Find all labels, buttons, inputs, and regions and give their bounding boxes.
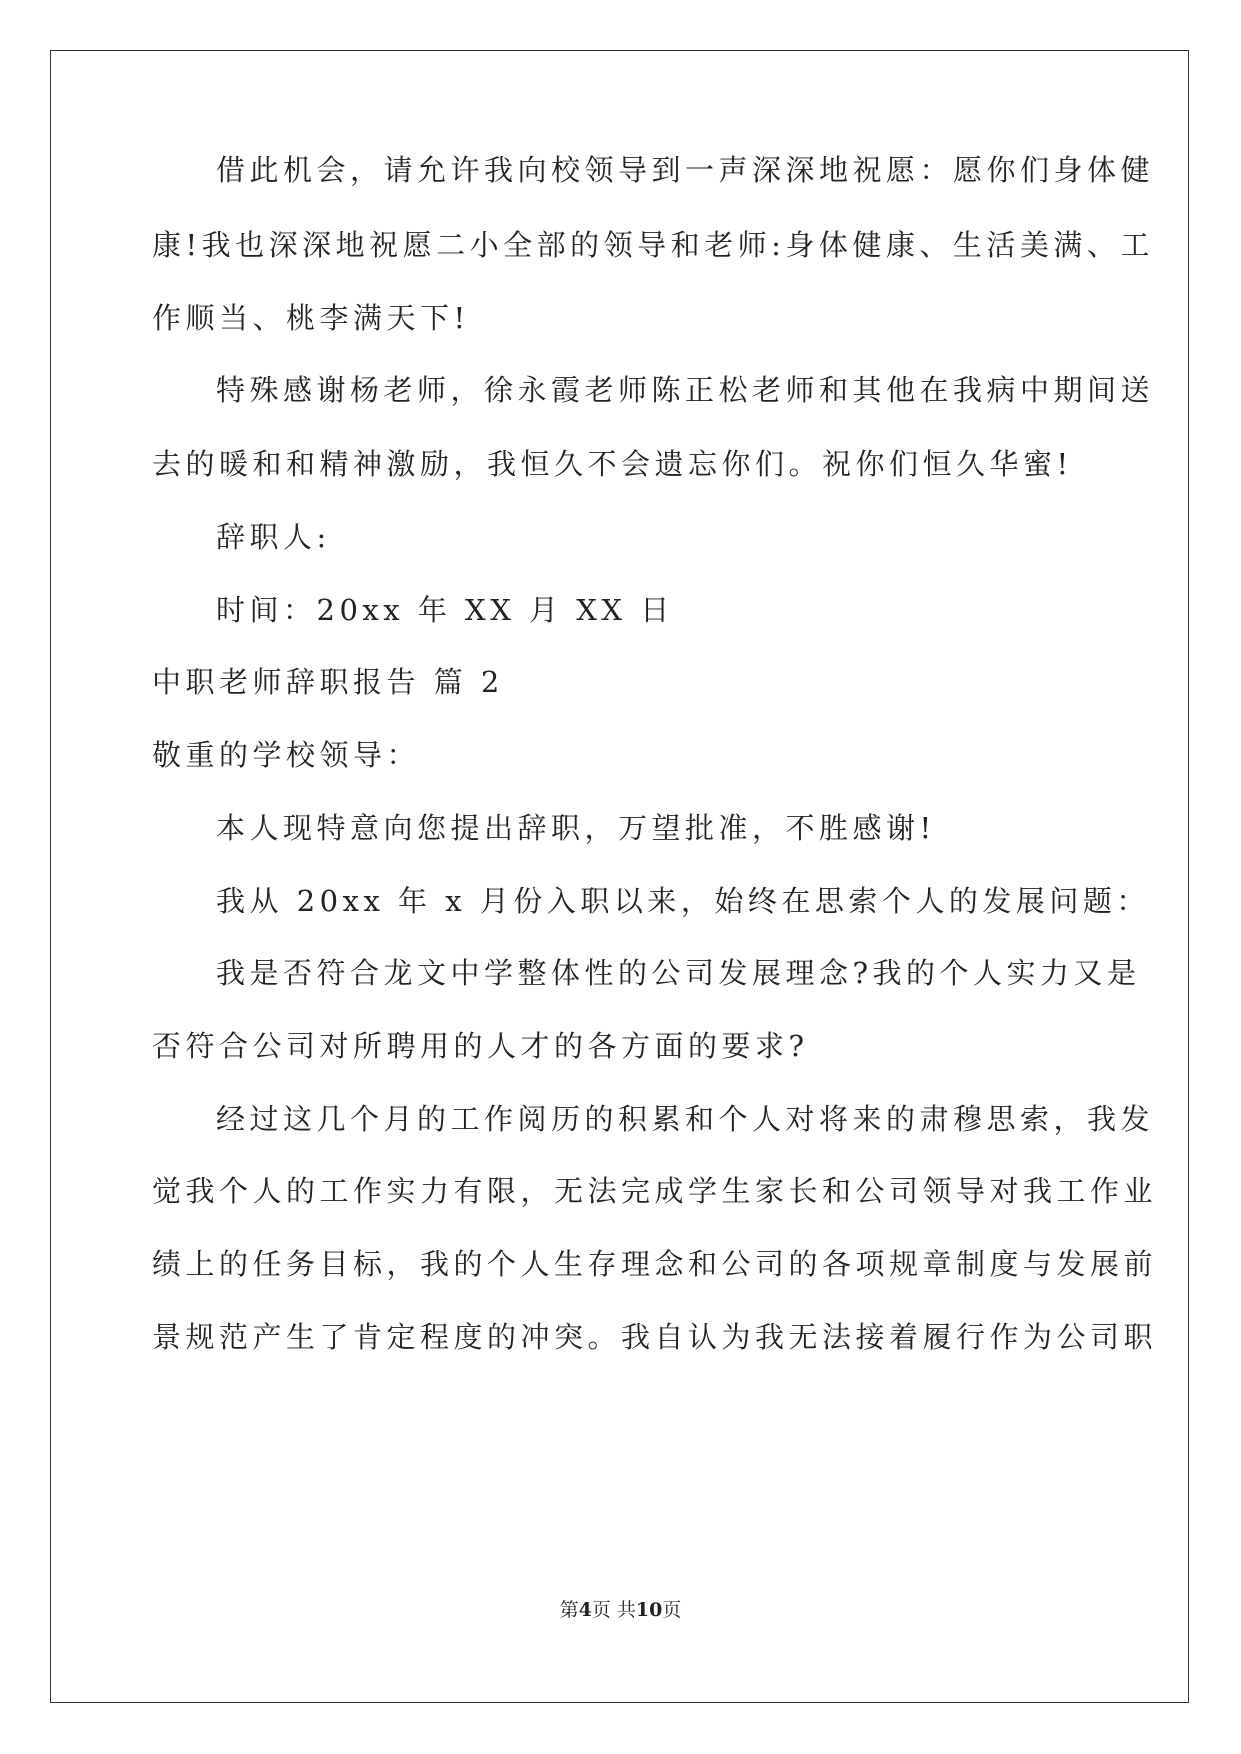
paragraph-line: 本人现特意向您提出辞职，万望批准，不胜感谢!: [216, 811, 936, 845]
paragraph-line: 康!我也深深地祝愿二小全部的领导和老师:身体健康、生活美满、工: [152, 228, 1154, 262]
page-number-footer: [0, 1598, 1241, 1622]
date-line: 时间：20xx 年 XX 月 XX 日: [216, 593, 674, 627]
paragraph-line: 景规范产生了肯定程度的冲突。我自认为我无法接着履行作为公司职: [152, 1320, 1158, 1354]
paragraph-line: 我从 20xx 年 x 月份入职以来，始终在思索个人的发展问题：: [216, 884, 1150, 918]
section-heading: 中职老师辞职报告 篇 2: [152, 665, 504, 699]
paragraph-line: 借此机会，请允许我向校领导到一声深深地祝愿：愿你们身体健: [216, 153, 1155, 187]
paragraph-line: 我是否符合龙文中学整体性的公司发展理念?我的个人实力又是: [216, 956, 1141, 990]
paragraph-line: 觉我个人的工作实力有限，无法完成学生家长和公司领导对我工作业: [152, 1174, 1158, 1208]
paragraph-line: 经过这几个月的工作阅历的积累和个人对将来的肃穆思索，我发: [216, 1102, 1155, 1136]
total-page-number: 10: [635, 1599, 663, 1621]
footer-prefix: 第: [559, 1599, 579, 1621]
current-page-number: 4: [578, 1599, 592, 1621]
paragraph-line: 去的暖和和精神激励，我恒久不会遗忘你们。祝你们恒久华蜜!: [152, 447, 1073, 481]
signer-line: 辞职人:: [216, 520, 331, 554]
paragraph-line: 否符合公司对所聘用的人才的各方面的要求?: [152, 1029, 809, 1063]
paragraph-line: 作顺当、桃李满天下!: [152, 301, 470, 335]
footer-suffix: 页: [662, 1599, 682, 1621]
paragraph-line: 绩上的任务目标，我的个人生存理念和公司的各项规章制度与发展前: [152, 1247, 1158, 1281]
paragraph-line: 特殊感谢杨老师，徐永霞老师陈正松老师和其他在我病中期间送: [216, 373, 1155, 407]
footer-mid: 页 共: [591, 1599, 636, 1621]
salutation: 敬重的学校领导：: [152, 738, 421, 772]
